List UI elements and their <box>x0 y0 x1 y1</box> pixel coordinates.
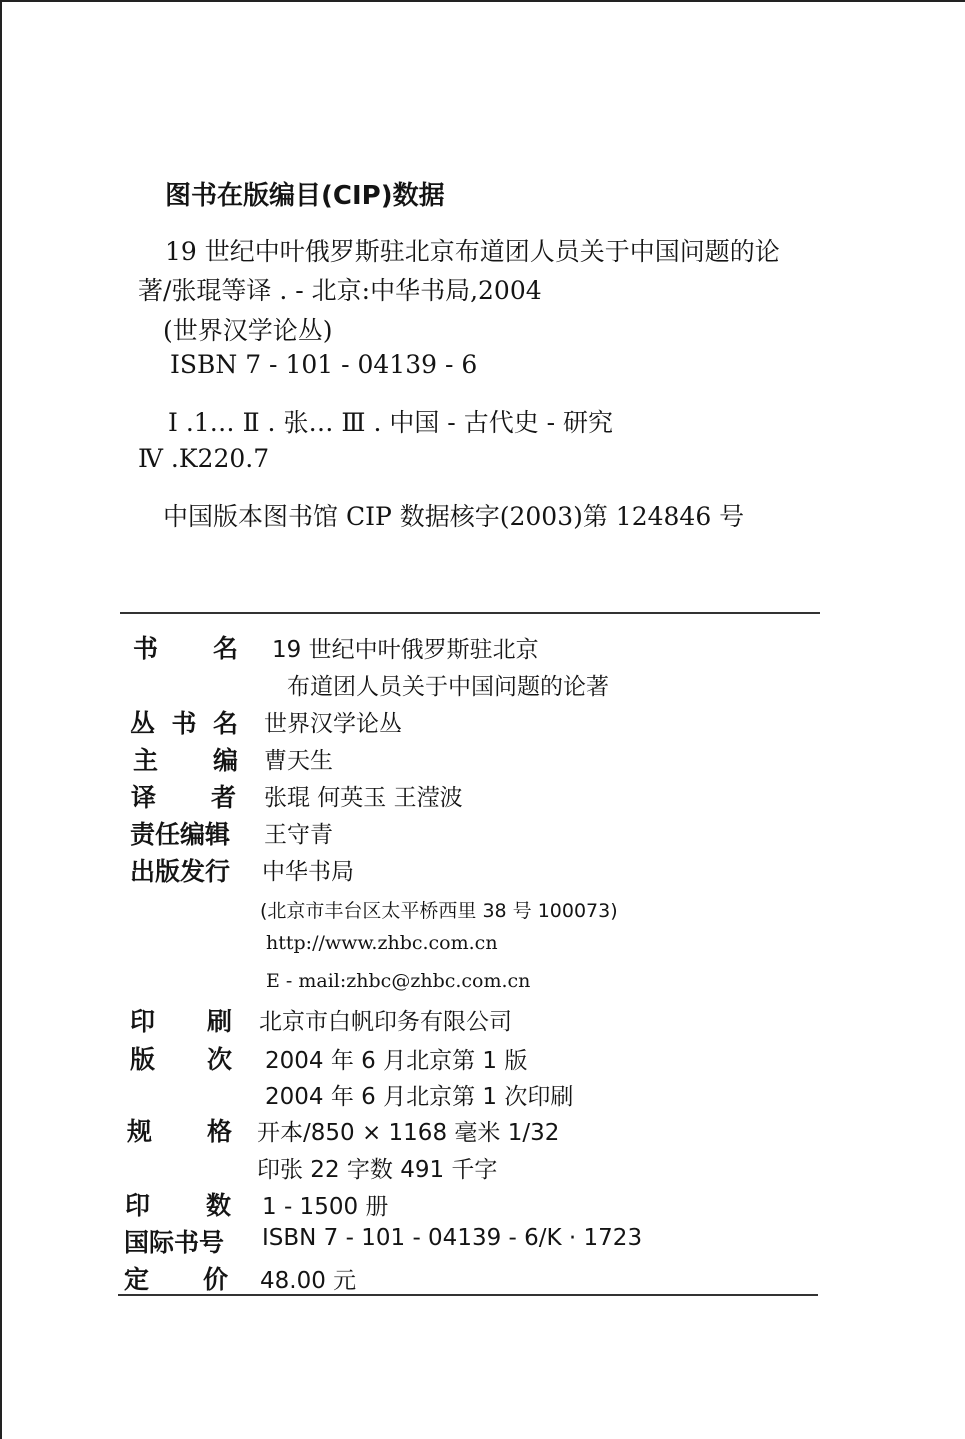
series-value: 世界汉学论丛 <box>264 711 402 737</box>
format-line2: 印张 22 字数 491 千字 <box>257 1157 498 1183</box>
price-label: 定 价 <box>124 1265 228 1294</box>
print-run-label: 印 数 <box>125 1191 231 1220</box>
publisher-website: http://www.zhbc.com.cn <box>266 932 498 954</box>
printer-label: 印 刷 <box>130 1007 232 1036</box>
translator-label: 译 者 <box>131 783 236 812</box>
publisher-label: 出版发行 <box>130 857 231 886</box>
book-title-line1: 19 世纪中叶俄罗斯驻北京 <box>272 637 539 663</box>
cip-classification-2: Ⅳ .K220.7 <box>138 444 270 473</box>
price-value: 48.00 元 <box>260 1268 357 1294</box>
translator-value: 张琨 何英玉 王滢波 <box>264 785 463 811</box>
book-title-line2: 布道团人员关于中国问题的论著 <box>287 674 609 700</box>
cip-book-title-line2: 著/张琨等译 . - 北京:中华书局,2004 <box>138 276 542 305</box>
editor-label: 主 编 <box>133 746 238 775</box>
top-rule <box>120 612 820 614</box>
cip-series: (世界汉学论丛) <box>163 316 333 345</box>
format-label: 规 格 <box>127 1117 232 1146</box>
edition-line1: 2004 年 6 月北京第 1 版 <box>265 1048 528 1074</box>
editor-value: 曹天生 <box>264 748 333 774</box>
publisher-address: (北京市丰台区太平桥西里 38 号 100073) <box>260 900 618 922</box>
publisher-value: 中华书局 <box>262 859 354 885</box>
format-line1: 开本/850 × 1168 毫米 1/32 <box>257 1120 560 1146</box>
cip-number: 中国版本图书馆 CIP 数据核字(2003)第 124846 号 <box>163 502 745 531</box>
publisher-email: E - mail:zhbc@zhbc.com.cn <box>266 970 531 992</box>
bottom-rule <box>118 1294 818 1296</box>
print-run-value: 1 - 1500 册 <box>262 1194 389 1220</box>
book-title-label: 书 名 <box>133 634 238 663</box>
responsible-editor-label: 责任编辑 <box>130 820 231 849</box>
cip-isbn: ISBN 7 - 101 - 04139 - 6 <box>170 350 478 379</box>
series-label: 丛 书 名 <box>130 709 238 738</box>
isbn-label: 国际书号 <box>124 1228 225 1257</box>
cip-book-title-line1: 19 世纪中叶俄罗斯驻北京布道团人员关于中国问题的论 <box>165 237 780 266</box>
responsible-editor-value: 王守青 <box>264 822 333 848</box>
cip-classification-1: Ⅰ .1… Ⅱ . 张… Ⅲ . 中国 - 古代史 - 研究 <box>168 408 614 437</box>
printer-value: 北京市白帆印务有限公司 <box>259 1009 512 1035</box>
cip-title: 图书在版编目(CIP)数据 <box>165 181 445 211</box>
edition-label: 版 次 <box>130 1045 232 1074</box>
edition-line2: 2004 年 6 月北京第 1 次印刷 <box>265 1084 574 1110</box>
isbn-value: ISBN 7 - 101 - 04139 - 6/K · 1723 <box>262 1225 643 1251</box>
